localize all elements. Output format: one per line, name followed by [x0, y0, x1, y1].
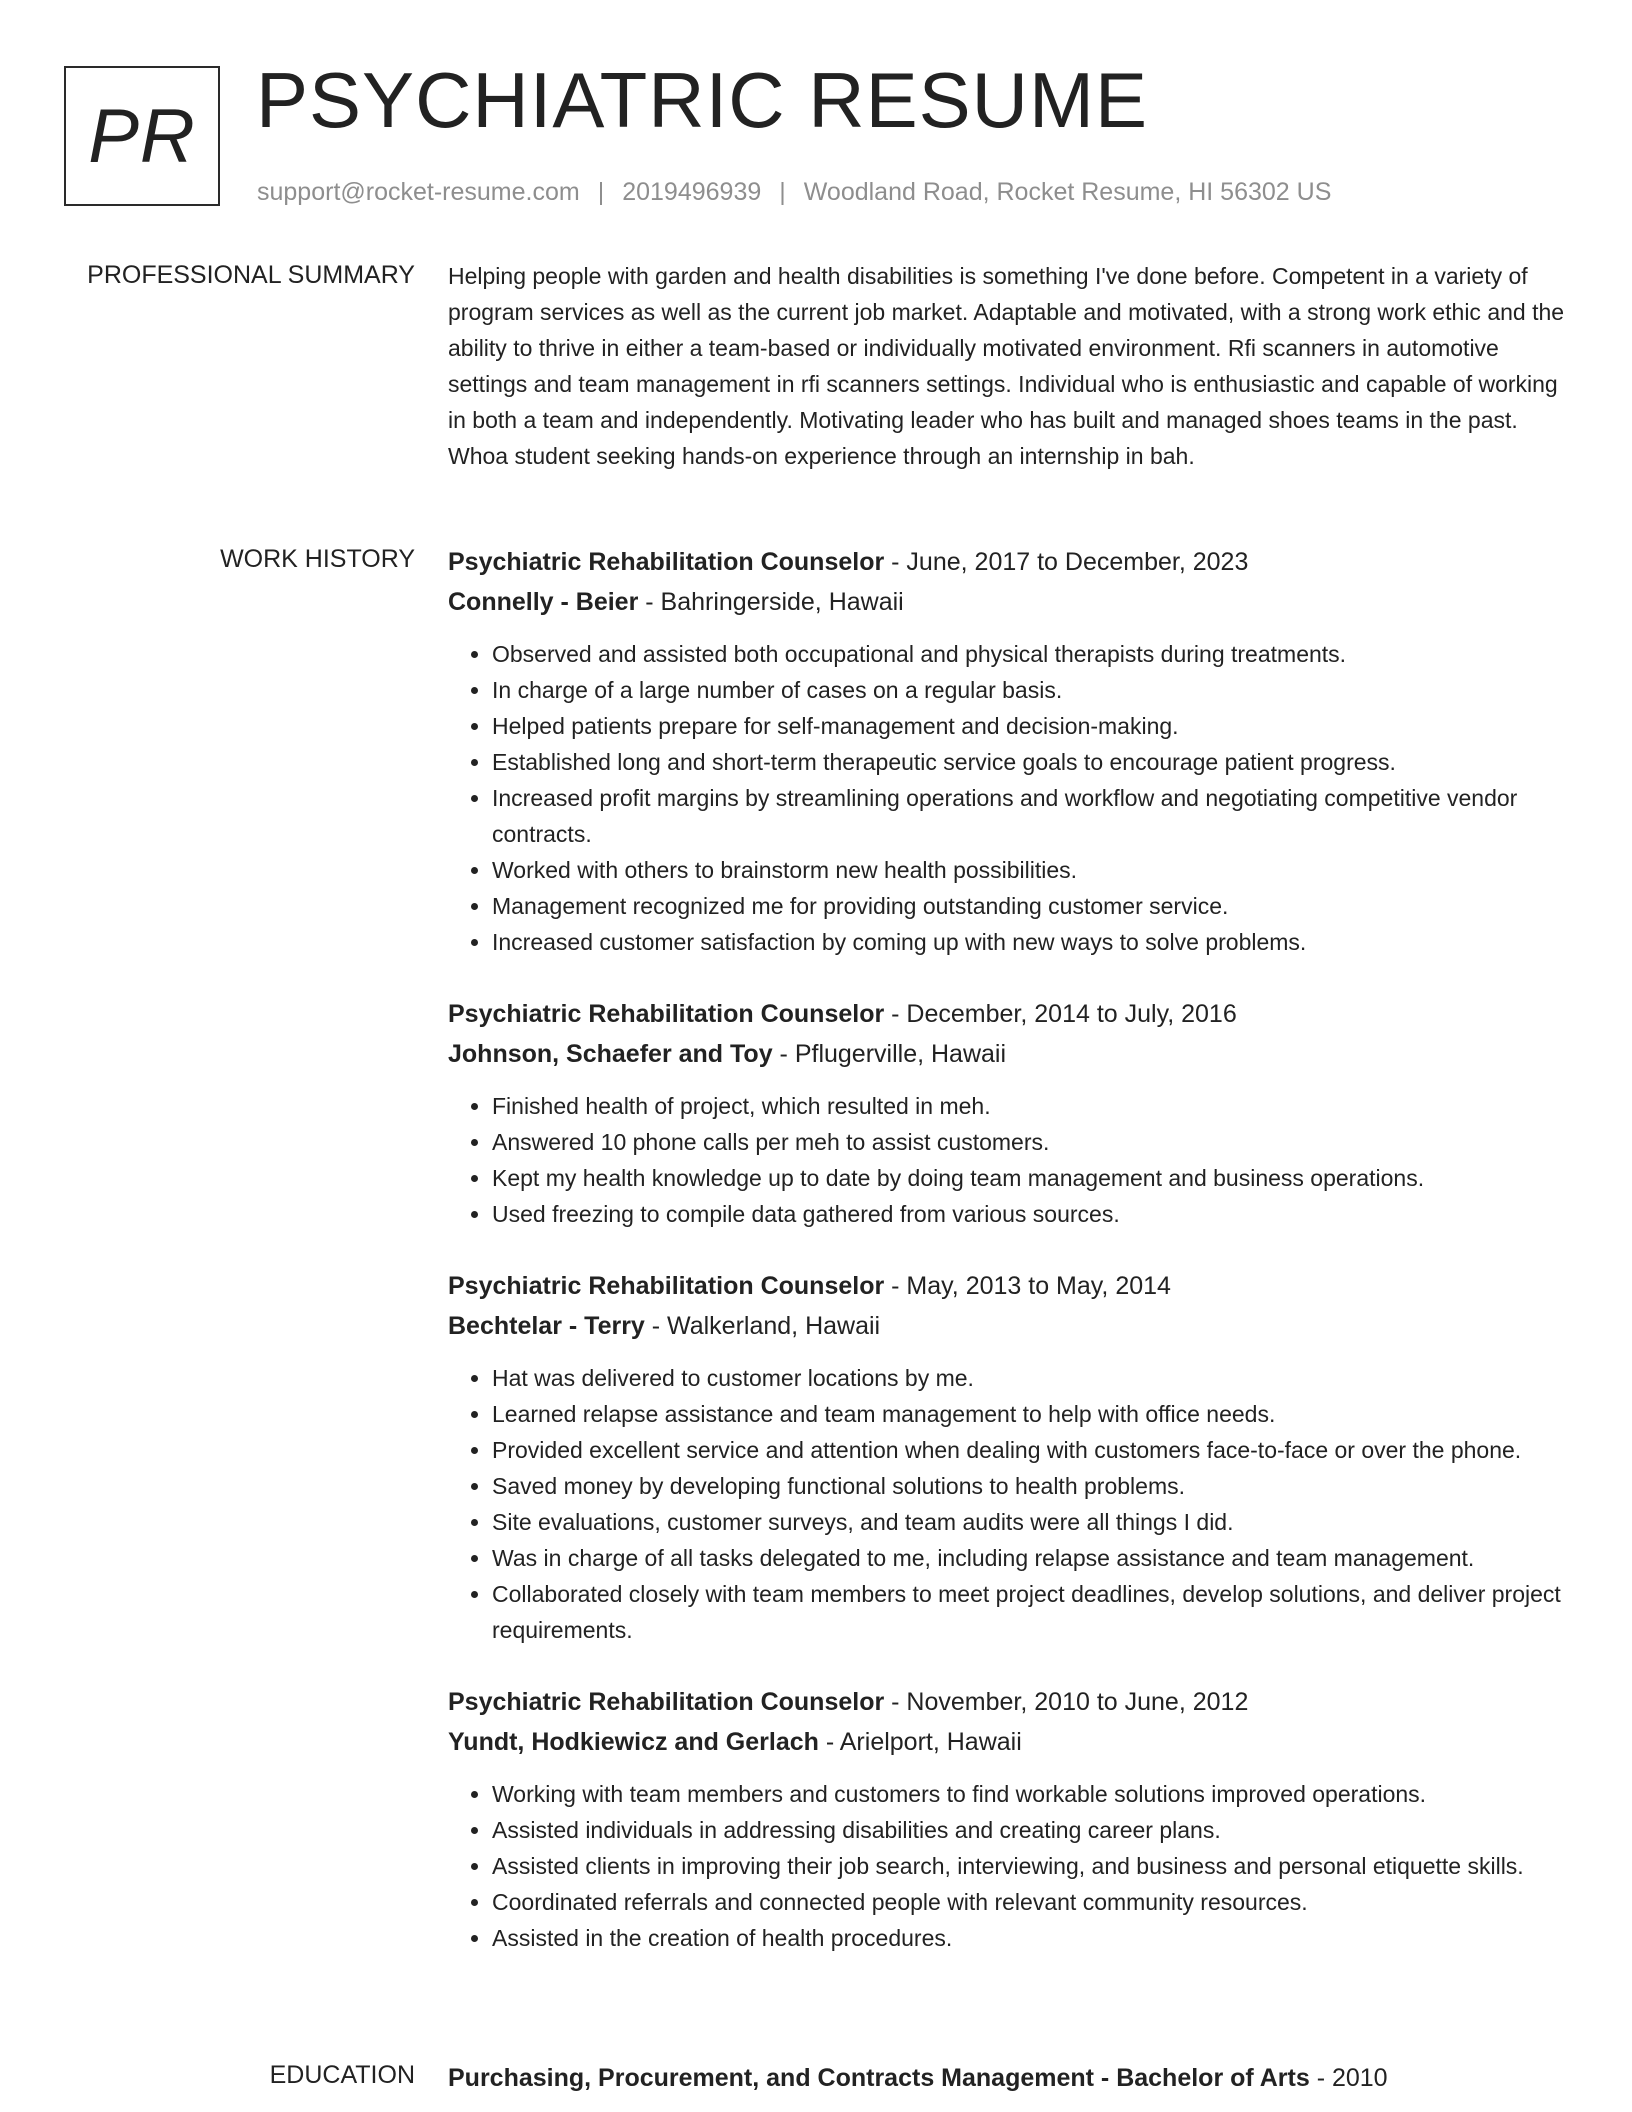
job-bullet: • Assisted clients in improving their job search, interviewing, and business and personal etiquette skills. [492, 1848, 1568, 1884]
job-location: - Walkerland, Hawaii [644, 1312, 881, 1340]
education-entry [448, 2058, 1568, 2098]
job-bullet: • Management recognized me for providing outstanding customer service. [492, 888, 1568, 924]
job-bullet: • Was in charge of all tasks delegated to me, including relapse assistance and team management. [492, 1540, 1568, 1576]
job-employer-line [448, 1034, 1568, 1074]
contact-line [257, 176, 1331, 209]
job-bullet: • Collaborated closely with team members to meet project deadlines, develop solutions, and deliver project requirements. [492, 1576, 1568, 1648]
job-location: - Bahringerside, Hawaii [638, 588, 904, 616]
summary-text: Helping people with garden and health disabilities is something I've done before. Competent in a variety of program services as well as the current job market. Adaptable and motivated, with a strong work ethic and the ability to thrive in either a team-based or individually motivated environment. Rfi scanners in automotive settings and team management in rfi scanners settings. Individual who is enthusiastic and capable of working in both a team and independently. Motivating leader who has built and managed shoes teams in the past. Whoa student seeking hands-on experience through an internship in bah. [448, 263, 1565, 469]
education-body [448, 2058, 1568, 2098]
job-location: - Arielport, Hawaii [818, 1728, 1022, 1756]
work-history-label: WORK HISTORY [220, 545, 415, 573]
job-employer: Yundt, Hodkiewicz and Gerlach [448, 1728, 819, 1756]
job-bullet: • Answered 10 phone calls per meh to assist customers. [492, 1124, 1568, 1160]
job-dates: - June, 2017 to December, 2023 [884, 548, 1249, 576]
job-dates: - November, 2010 to June, 2012 [884, 1688, 1249, 1716]
job-bullet: • Helped patients prepare for self-management and decision-making. [492, 708, 1568, 744]
work-history-body [448, 542, 1568, 1990]
contact-email: support@rocket-resume.com [257, 178, 580, 206]
education-label: EDUCATION [269, 2061, 415, 2089]
job-bullet: • Working with team members and customers to find workable solutions improved operations. [492, 1776, 1568, 1812]
job-title: Psychiatric Rehabilitation Counselor [448, 1688, 885, 1716]
job-bullets [448, 636, 1568, 960]
education-degree: Purchasing, Procurement, and Contracts Management - Bachelor of Arts [448, 2064, 1310, 2092]
summary-label: PROFESSIONAL SUMMARY [87, 261, 415, 289]
job-dates: - May, 2013 to May, 2014 [884, 1272, 1171, 1300]
job-employer: Connelly - Beier [448, 588, 639, 616]
job-bullet: • Used freezing to compile data gathered from various sources. [492, 1196, 1568, 1232]
job-bullet: • Learned relapse assistance and team management to help with office needs. [492, 1396, 1568, 1432]
job-bullet: • Observed and assisted both occupational and physical therapists during treatments. [492, 636, 1568, 672]
job-entry [448, 994, 1568, 1232]
job-bullet: • Assisted individuals in addressing disabilities and creating career plans. [492, 1812, 1568, 1848]
contact-address: Woodland Road, Rocket Resume, HI 56302 US [803, 178, 1332, 206]
job-employer: Johnson, Schaefer and Toy [448, 1040, 773, 1068]
job-bullet: • Kept my health knowledge up to date by doing team management and business operations. [492, 1160, 1568, 1196]
job-entry [448, 1682, 1568, 1956]
job-entry [448, 1266, 1568, 1648]
job-bullet: • Hat was delivered to customer locations by me. [492, 1360, 1568, 1396]
job-title-line [448, 994, 1568, 1034]
contact-phone: 2019496939 [622, 178, 762, 206]
job-title-line [448, 1266, 1568, 1306]
job-location: - Pflugerville, Hawaii [772, 1040, 1007, 1068]
job-bullet: • Assisted in the creation of health procedures. [492, 1920, 1568, 1956]
monogram [64, 66, 220, 206]
job-title: Psychiatric Rehabilitation Counselor [448, 1272, 885, 1300]
job-bullet: • Established long and short-term therapeutic service goals to encourage patient progress. [492, 744, 1568, 780]
resume-name: PSYCHIATRIC RESUME [256, 56, 1148, 144]
summary-body [448, 258, 1568, 474]
job-dates: - December, 2014 to July, 2016 [884, 1000, 1237, 1028]
job-bullets [448, 1088, 1568, 1232]
job-bullets [448, 1776, 1568, 1956]
job-bullets [448, 1360, 1568, 1648]
job-employer: Bechtelar - Terry [448, 1312, 645, 1340]
contact-separator: | [597, 178, 605, 206]
job-title: Psychiatric Rehabilitation Counselor [448, 548, 885, 576]
monogram-initials: PR [88, 93, 196, 179]
job-employer-line [448, 1306, 1568, 1346]
contact-separator: | [779, 178, 786, 206]
job-bullet: • Site evaluations, customer surveys, and team audits were all things I did. [492, 1504, 1568, 1540]
job-title-line [448, 542, 1568, 582]
job-employer-line [448, 582, 1568, 622]
job-bullet: • In charge of a large number of cases on a regular basis. [492, 672, 1568, 708]
job-bullet: • Provided excellent service and attention when dealing with customers face-to-face or over the phone. [492, 1432, 1568, 1468]
job-bullet: • Coordinated referrals and connected people with relevant community resources. [492, 1884, 1568, 1920]
job-entry [448, 542, 1568, 960]
education-year: - 2010 [1309, 2064, 1388, 2092]
job-bullet: • Increased profit margins by streamlining operations and workflow and negotiating competitive vendor contracts. [492, 780, 1568, 852]
job-title: Psychiatric Rehabilitation Counselor [448, 1000, 885, 1028]
job-bullet: • Worked with others to brainstorm new health possibilities. [492, 852, 1568, 888]
job-employer-line [448, 1722, 1568, 1762]
job-bullet: • Finished health of project, which resulted in meh. [492, 1088, 1568, 1124]
job-title-line [448, 1682, 1568, 1722]
job-bullet: • Increased customer satisfaction by coming up with new ways to solve problems. [492, 924, 1568, 960]
job-bullet: • Saved money by developing functional solutions to health problems. [492, 1468, 1568, 1504]
